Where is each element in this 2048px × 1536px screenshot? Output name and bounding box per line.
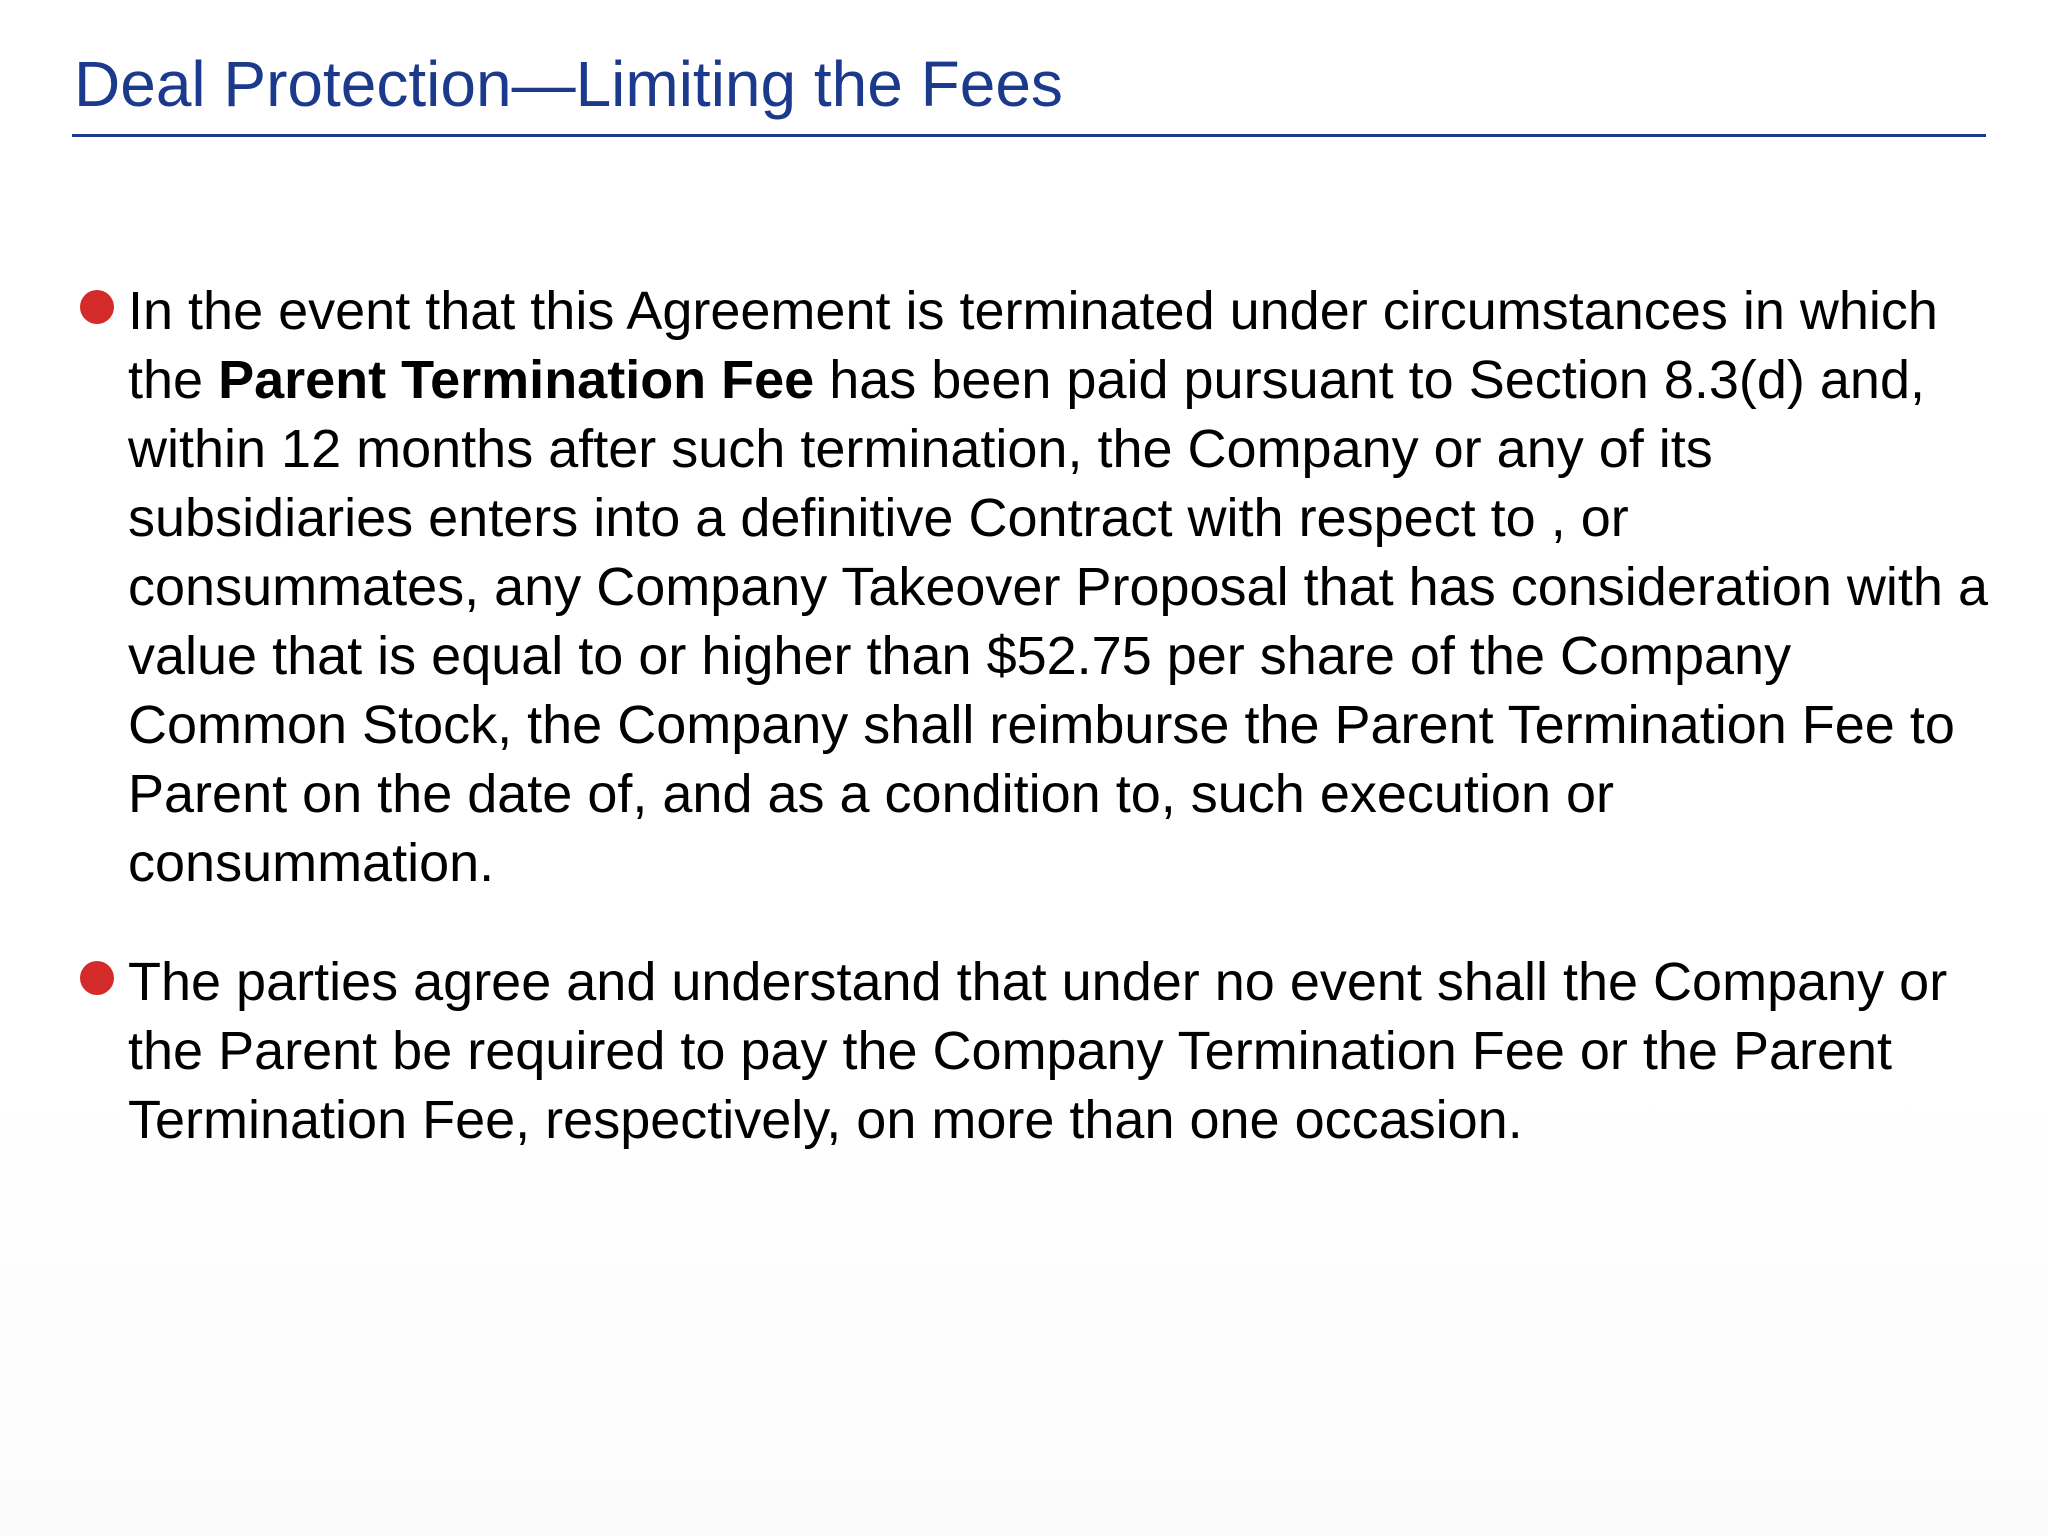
bullet-text: In the event that this Agreement is terminated under circumstances in which the (128, 281, 1938, 410)
bullet-item-reimbursement (128, 277, 1988, 898)
bullet-dot-icon (80, 961, 114, 995)
bullet-bold-term: Parent Termination Fee (218, 350, 815, 410)
title-underline (72, 134, 1986, 137)
bullet-item-single-payment (128, 948, 1988, 1155)
bullet-text: The parties agree and understand that under no event shall the Company or the Parent be required to pay the Company Termination Fee or the Parent Termination Fee, respectively, on more than one occasion. (128, 952, 1948, 1150)
bullet-text: has been paid pursuant to Section 8.3(d) and, within 12 months after such termination, the Company or any of its subsidiaries enters into a definitive Contract with respect to , or consummates, any Company Takeover Proposal that has consideration with a value that is equal to or higher than $52.75 per share of the Company Common Stock, the Company shall reimburse the Parent Termination Fee to Parent on the date of, and as a condition to, such execution or consummation. (128, 350, 1988, 893)
slide-title: Deal Protection—Limiting the Fees (74, 48, 1063, 120)
bullet-dot-icon (80, 290, 114, 324)
